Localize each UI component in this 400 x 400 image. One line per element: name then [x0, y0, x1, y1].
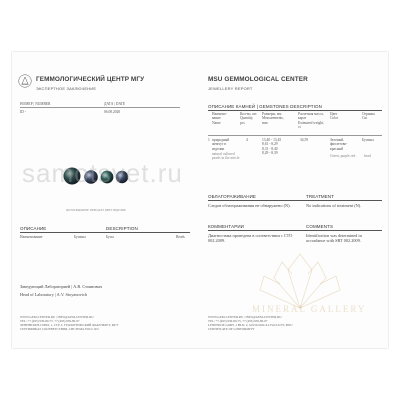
comments-title-ru: КОММЕНТАРИИ [208, 224, 244, 229]
article-title-ru: ОПИСАНИЕ [20, 226, 47, 231]
comments-text-en: Identification was determined in accordance with SRT 002.2009. [306, 233, 362, 244]
col-header-cut: Огранка Cut [362, 112, 375, 121]
footer-left: WWW.GEM-CENTER.RU | INFO@GEM-CENTER.RU TEL: +7 (495) 939-80-75, +7 (495) 939-80-97 ЛЕНИНСКИЕ ГОРЫ, 1, СТР. 2, ГЕОЛОГИЧЕСКИЙ ФАКУЛЬТЕТ, МГУ СЕРТИФИКАТ СООТВЕТСТВИЯ, СИСТЕМА РОСС RU [20, 315, 119, 331]
divider [208, 230, 382, 231]
col-header-weight: Расчетная масса, карат Estimated weight, ct [298, 112, 324, 130]
treatment-title-en: TREATMENT [306, 194, 335, 199]
article-name-label: Наименование [20, 235, 43, 239]
divider [208, 110, 382, 111]
description-section-title: ОПИСАНИЕ КАМНЕЙ | GEMSTONES DESCRIPTION [208, 104, 322, 109]
divider [20, 107, 180, 108]
divider [20, 232, 190, 233]
col-header-quantity: Кол-во, шт. Quantity, pcs [240, 112, 258, 125]
title-en: MSU GEMMOLOGICAL CENTER [208, 76, 308, 83]
row-name-ru: природный жемчуг в изделии [212, 138, 230, 151]
divider [208, 135, 382, 136]
col-header-measurements: Размеры, мм Measurements, mm [262, 112, 284, 125]
article-desc-value: Бусы [106, 235, 114, 239]
col-header-name: Наимено-вание Name [212, 112, 227, 125]
signature-en: Head of Laboratory | A.V. Stoyanovich [20, 292, 88, 297]
treatment-text-en: No indications of treatment (N). [306, 203, 362, 208]
article-title-en: DESCRIPTION [106, 226, 138, 231]
comments-title-en: COMMENTS [306, 224, 334, 229]
row-quantity: 4 [246, 138, 248, 142]
row-color-ru: Зеленый, фиолетово-красный [330, 138, 348, 151]
row-cut-ru: Бусины [362, 138, 374, 142]
footer-right: WWW.GEM-CENTER.RU | INFO@GEM-CENTER.RU TEL: +7 (495) 939-80-75, +7 (495) 939-80-97 LENINSKIE GORY, 1 BLD. 2, GEOLOGICAL FACULTY, MSU CERTIFICATE OF CONFORMITY [208, 315, 293, 331]
row-measurements: 13,40 - 13,45 8,61 - 8,29 8,31 - 8,40 8,29 - 8,39 [262, 138, 282, 156]
date-label: ДАТА | DATE [104, 102, 126, 106]
row-index: 1 [208, 138, 210, 142]
row-weight: 34,59 [300, 138, 309, 142]
date-value: 06.08.2020 [104, 110, 121, 114]
crystal-watermark-icon [230, 250, 370, 312]
signature-ru: Заведующий Лабораторией | А.В. Стоянович [20, 284, 102, 289]
comments-text-ru: Диагностика проведена в соответствии с СТО 002.2009. [208, 233, 293, 244]
photo-caption: ФОТОГРАФИЯ НЕ ПЕРЕДАЕТ ЦВЕТ ИЗДЕЛИЯ [66, 209, 126, 212]
number-label: НОМЕР | NUMBER [20, 102, 51, 106]
col-header-color: Цвет Color [330, 112, 339, 121]
title-ru: ГЕММОЛОГИЧЕСКИЙ ЦЕНТР МГУ [36, 76, 145, 83]
article-desc-value-en: Beads [176, 235, 185, 239]
subtitle-en: JEWELLERY REPORT [208, 86, 253, 91]
msu-logo-icon [18, 74, 32, 88]
watermark-site: samotsvet.ru [22, 158, 183, 188]
number-value: ID - [20, 110, 26, 114]
row-color-en: Green, purple red [330, 154, 356, 158]
row-cut-en: bead [364, 154, 371, 158]
watermark-brand: MINERAL GALLERY [252, 304, 367, 314]
divider [208, 200, 382, 201]
row-name-en: natural cultured pearls in the article [212, 152, 240, 161]
subtitle-ru: ЭКСПЕРТНОЕ ЗАКЛЮЧЕНИЕ [36, 86, 97, 91]
treatment-title-ru: ОБЛАГОРАЖИВАНИЕ [208, 194, 257, 199]
article-name-value: Бусины [74, 235, 86, 239]
treatment-text-ru: Следов облагораживания не обнаружено (N). [208, 203, 291, 208]
